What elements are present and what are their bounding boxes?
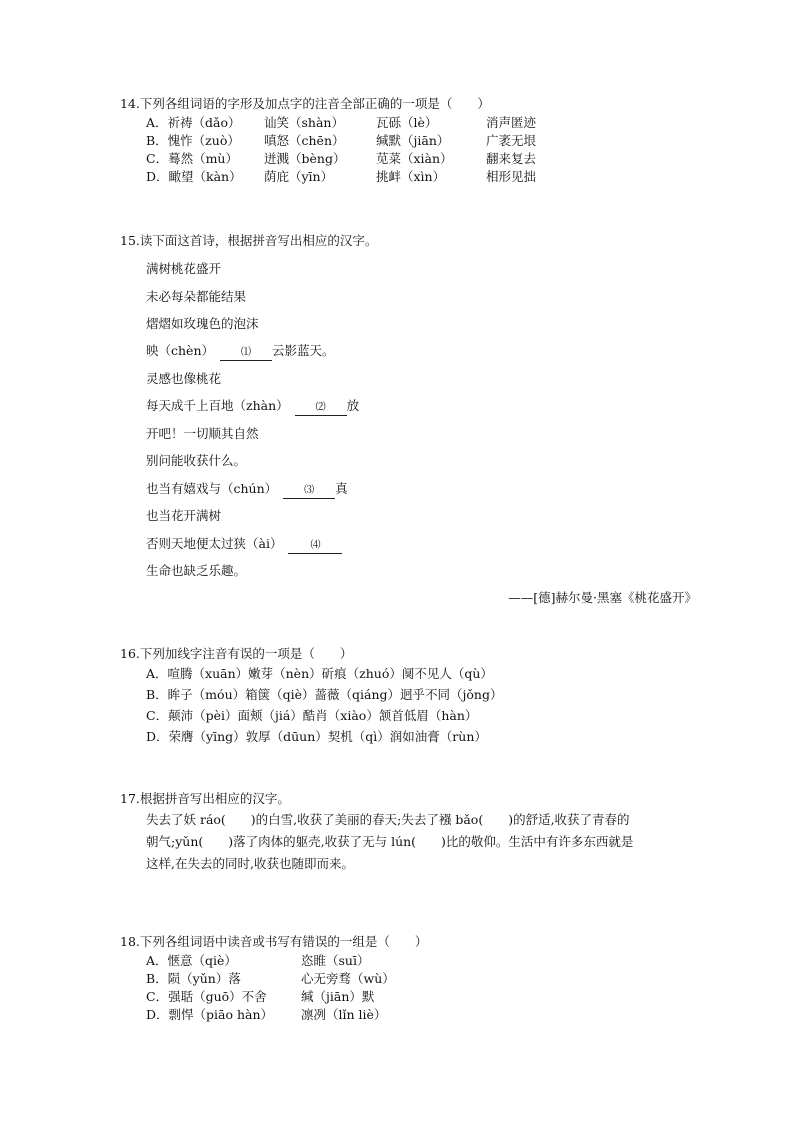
q14-option-b: [146, 133, 536, 149]
poem-line-8: 别问能收获什么。: [146, 453, 247, 468]
q14-a-2: 讪笑（shàn）: [264, 115, 344, 130]
poem-line-4: [146, 343, 335, 361]
q14-b-2: 嗔怒（chēn）: [264, 133, 345, 148]
q18-c-2: 缄（jiān）默: [301, 989, 375, 1004]
blank-1[interactable]: ⑴: [220, 346, 272, 361]
poem-line-9: [146, 481, 348, 499]
poem-line-3: 熠熠如玫瑰色的泡沫: [146, 316, 259, 331]
blank-4[interactable]: ⑷: [288, 539, 342, 554]
poem-line-4-start: 映（chèn）: [146, 343, 214, 358]
poem-line-6-start: 每天成千上百地（zhàn）: [146, 398, 289, 413]
q14-c-3: 苋菜（xiàn）: [376, 151, 453, 166]
q14-c-2: 迸溅（bèng）: [264, 151, 346, 166]
q17-stem: 17.根据拼音写出相应的汉字。: [120, 791, 290, 806]
q18-c-1: C．强聒（guō）不舍: [146, 989, 267, 1004]
q18-option-a: [146, 953, 369, 969]
q14-d-3: 挑衅（xìn）: [376, 169, 446, 184]
q16-option-d: D．荣膺（yīng）敦厚（dūun）契机（qì）润如油膏（rùn）: [146, 729, 487, 744]
poem-line-1: 满树桃花盛开: [146, 261, 222, 276]
poem-line-5: 灵感也像桃花: [146, 371, 222, 386]
q18-d-2: 凛冽（lǐn liè）: [301, 1007, 387, 1022]
q18-a-1: A．惬意（qiè）: [146, 953, 237, 968]
poem-line-10: 也当花开满树: [146, 508, 222, 523]
q18-option-b: [146, 971, 395, 987]
q18-option-d: [146, 1007, 386, 1023]
q17-para-line-2: 朝气;yǔn( )落了肉体的躯壳,收获了无与 lún( )比的敬仰。生活中有许多东西就是: [146, 834, 634, 849]
poem-line-4-end: 云影蓝天。: [272, 343, 335, 358]
q17-para-line-1: 失去了妖 ráo( )的白雪,收获了美丽的春天;失去了襁 bǎo( )的舒适,收获了青春的: [146, 812, 630, 827]
q18-stem: 18.下列各组词语中读音或书写有错误的一组是（ ）: [120, 934, 428, 949]
blank-3[interactable]: ⑶: [283, 484, 335, 499]
q14-b-3: 缄默（jiān）: [376, 133, 450, 148]
poem-line-6: [146, 398, 359, 416]
q14-stem: 14.下列各组词语的字形及加点字的注音全部正确的一项是（ ）: [120, 96, 490, 111]
blank-2[interactable]: ⑵: [295, 401, 347, 416]
q14-b-1: B．愧怍（zuò）: [146, 133, 240, 148]
q18-a-2: 恣睢（suī）: [301, 953, 370, 968]
q14-c-4: 翻来复去: [486, 151, 537, 166]
poem-line-7: 开吧！一切顺其自然: [146, 426, 259, 441]
q14-b-4: 广袤无垠: [486, 133, 537, 148]
poem-source: ——[德]赫尔曼·黑塞《桃花盛开》: [508, 590, 697, 605]
poem-line-11: [146, 536, 342, 554]
poem-line-6-end: 放: [346, 398, 360, 413]
q14-a-3: 瓦砾（lè）: [376, 115, 438, 130]
poem-line-9-start: 也当有嬉戏与（chún）: [146, 481, 278, 496]
q18-option-c: [146, 989, 374, 1005]
poem-line-2: 未必每朵都能结果: [146, 289, 247, 304]
q14-option-d: [146, 169, 536, 185]
q16-option-c: C．颠沛（pèi）面颊（jiá）酷肖（xiào）颔首低眉（hàn）: [146, 708, 478, 723]
q18-d-1: D．剽悍（piāo hàn）: [146, 1007, 274, 1022]
q14-a-1: A．祈祷（dǎo）: [146, 115, 241, 130]
poem-line-9-end: 真: [335, 481, 348, 496]
q15-stem: 15.读下面这首诗，根据拼音写出相应的汉字。: [120, 233, 378, 248]
poem-line-12: 生命也缺乏乐趣。: [146, 563, 247, 578]
poem-line-11-start: 否则天地便太过狭（ài）: [146, 536, 283, 551]
q17-para-line-3: 这样,在失去的同时,收获也随即而来。: [146, 856, 354, 871]
q14-a-4: 消声匿迹: [486, 115, 537, 130]
q14-d-1: D．瞰望（kàn）: [146, 169, 242, 184]
q18-b-1: B．陨（yǔn）落: [146, 971, 241, 986]
q16-option-a: A．喧腾（xuān）嫩芽（nèn）斫痕（zhuó）阒不见人（qù）: [146, 666, 493, 681]
q16-option-b: B．眸子（móu）箱箧（qiè）蔷薇（qiáng）迥乎不同（jǒng）: [146, 687, 503, 702]
q18-b-2: 心无旁骛（wù）: [301, 971, 395, 986]
q14-d-4: 相形见拙: [486, 169, 537, 184]
q14-c-1: C．蓦然（mù）: [146, 151, 238, 166]
q14-option-c: [146, 151, 536, 167]
q14-option-a: [146, 115, 536, 131]
q14-d-2: 荫庇（yīn）: [264, 169, 334, 184]
q16-stem: 16.下列加线字注音有误的一项是（ ）: [120, 646, 353, 661]
